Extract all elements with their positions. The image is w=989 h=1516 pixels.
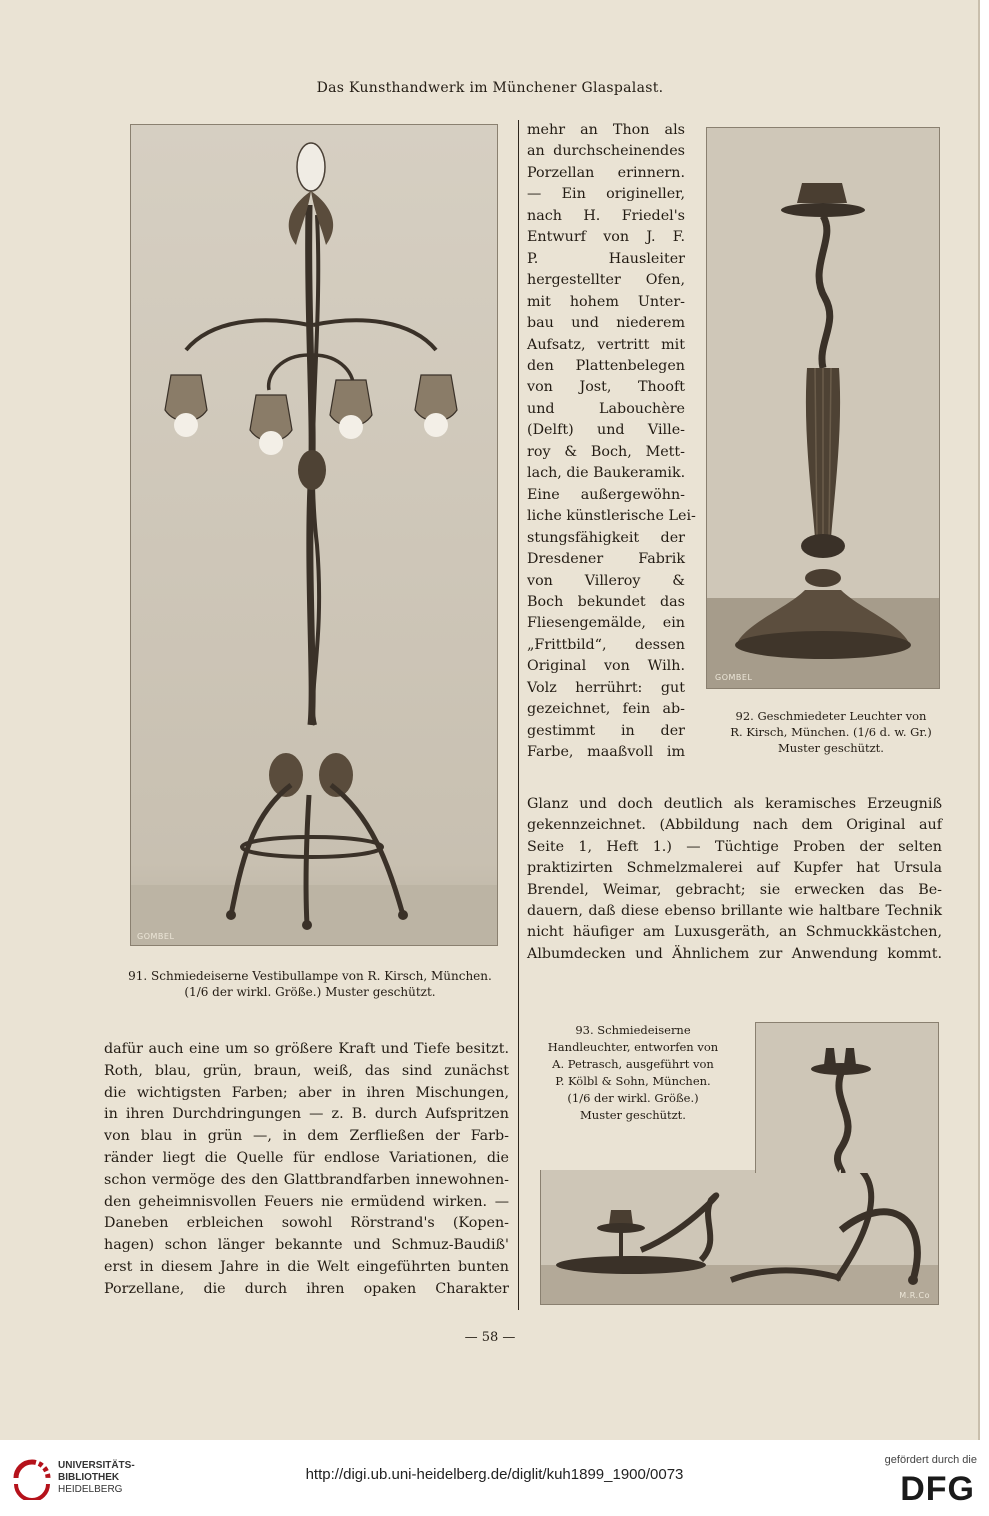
hand-candlestick-illustration [541,1170,938,1304]
text-line: nicht häufiger am Luxusgeräth, an Schmuckkästchen, [527,924,942,941]
text-line: P. Hausleiter [527,250,685,267]
figure-91-lamp-photo [130,124,498,946]
text-line: „Frittbild“, dessen [527,636,685,653]
text-line: die wichtigsten Farben; aber in ihren Mischungen, [104,1084,509,1101]
text-line: Roth, blau, grün, braun, weiß, das sind zunächst [104,1062,509,1079]
text-line: lach, die Baukeramik. [527,465,686,482]
text-line: Eine außergewöhn- [527,486,685,503]
text-line: ränder liegt die Quelle für endlose Variationen, die [104,1149,509,1166]
caption-line: A. Petrasch, ausgeführt von [552,1057,714,1071]
text-column-left [104,1039,509,1301]
text-line: Volz herrührt: gut [527,679,685,696]
caption-line: (1/6 der wirkl. Größe.) Muster geschützt. [184,985,436,999]
figure-91-caption [100,968,520,1000]
candlestick-illustration [707,128,939,688]
caption-line: 93. Schmiedeiserne [575,1023,691,1037]
text-line: roy & Boch, Mett- [527,443,685,460]
caption-line: P. Kölbl & Sohn, München. [555,1074,711,1088]
text-line: Fliesengemälde, ein [527,615,685,632]
text-line: mit hohem Unter- [527,293,685,310]
funded-by-label: gefördert durch die [884,1454,977,1466]
text-line: bau und niederem [527,315,685,332]
text-line: Brendel, Weimar, gebracht; sie erwecken das Be- [527,881,942,898]
figure-93-photo-upper [755,1022,939,1173]
text-line: Original von Wilh. [527,658,685,675]
text-line: Porzellane, die durch ihren opaken Charakter [104,1280,509,1297]
text-line: gezeichnet, fein ab- [527,701,685,718]
figure-92-caption [700,708,962,756]
text-line: dauern, daß diese ebenso brillante wie haltbare Technik [527,903,942,920]
text-line: praktizirten Schmelzmalerei auf Kupfer hat Ursula [527,860,942,877]
text-line: — Ein origineller, [527,186,685,203]
lamp-illustration [131,125,497,945]
text-line: den Plattenbelegen [527,357,685,374]
text-line: von Jost, Thooft [527,379,685,396]
text-line: stungsfähigkeit der [527,529,685,546]
text-column-wide [527,794,942,965]
text-line: dafür auch eine um so größere Kraft und Tiefe besitzt. [104,1041,509,1057]
running-title: Das Kunsthandwerk im Münchener Glaspalast. [316,80,664,96]
text-line: und Labouchère [527,400,685,417]
text-line: den geheimnisvollen Feuers nie ermüdend wirken. — [104,1193,509,1210]
permalink-url[interactable]: http://digi.ub.uni-heidelberg.de/diglit/kuh1899_1900/0073 [305,1466,684,1483]
figure-92-candlestick-photo [706,127,940,689]
text-line: Aufsatz, vertritt mit [527,336,685,353]
text-line: nach H. Friedel's [527,207,685,224]
text-line: schon vermöge des den Glattbrandfarben innewohnen- [104,1171,509,1188]
text-line: an durchscheinendes [527,143,685,160]
text-line: hagen) schon länger bekannte und Schmuz-Baudiß' [104,1237,509,1254]
photographer-signature: GOMBEL [137,932,175,941]
caption-line: 91. Schmiedeiserne Vestibullampe von R. Kirsch, München. [128,969,492,983]
institution-line: BIBLIOTHEK [58,1472,120,1483]
text-line: Porzellan erinnern. [527,164,685,181]
text-line: Dresdener Fabrik [527,551,685,568]
text-line: Farbe, maaßvoll im [527,744,685,761]
text-line: Boch bekundet das [527,593,685,610]
dfg-logo: DFG [900,1470,975,1508]
caption-line: Muster geschützt. [778,741,884,755]
text-line: Entwurf von J. F. [527,229,685,246]
page-number: — 58 — [464,1330,516,1345]
figure-93-caption [524,1022,742,1124]
text-line: in ihren Durchdringungen — z. B. durch Aufspritzen [104,1106,509,1123]
institution-line: UNIVERSITÄTS- [58,1460,135,1471]
text-line: mehr an Thon als [527,122,685,138]
figure-93-handleuchter-photo [540,1170,939,1305]
caption-line: (1/6 der wirkl. Größe.) [567,1091,699,1105]
caption-line: R. Kirsch, München. (1/6 d. w. Gr.) [730,725,932,739]
text-line: Albumdecken und Ähnlichem zur Anwendung kommt. [527,945,942,962]
text-line: gestimmt in der [527,722,685,739]
text-line: Glanz und doch deutlich als keramisches Erzeugniß [527,796,942,812]
photographer-signature: M.R.Co [899,1291,930,1300]
candle-holder-top-illustration [756,1023,938,1173]
text-line: von Villeroy & [527,572,685,589]
text-line: Seite 1, Heft 1.) — Tüchtige Proben der selten [527,838,942,855]
caption-line: Handleuchter, entworfen von [547,1040,719,1054]
text-line: liche künstlerische Lei- [527,508,696,525]
text-line: Daneben erbleichen sowohl Rörstrand's (Kopen- [104,1215,509,1232]
column-divider [518,120,519,1310]
text-line: (Delft) und Ville- [527,422,685,439]
text-line: gekennzeichnet. (Abbildung nach dem Original auf [527,817,942,834]
text-line: von blau in grün —, in dem Zerfließen der Farb- [104,1128,509,1145]
text-column-narrow [527,120,696,764]
text-line: erst in diesem Jahre in die Welt eingeführten bunten [104,1258,509,1275]
digitization-footer [0,1440,989,1516]
text-line: hergestellter Ofen, [527,272,685,289]
caption-line: Muster geschützt. [580,1108,686,1122]
caption-line: 92. Geschmiedeter Leuchter von [735,709,927,723]
institution-line: HEIDELBERG [58,1484,123,1495]
photographer-signature: GOMBEL [715,673,753,682]
